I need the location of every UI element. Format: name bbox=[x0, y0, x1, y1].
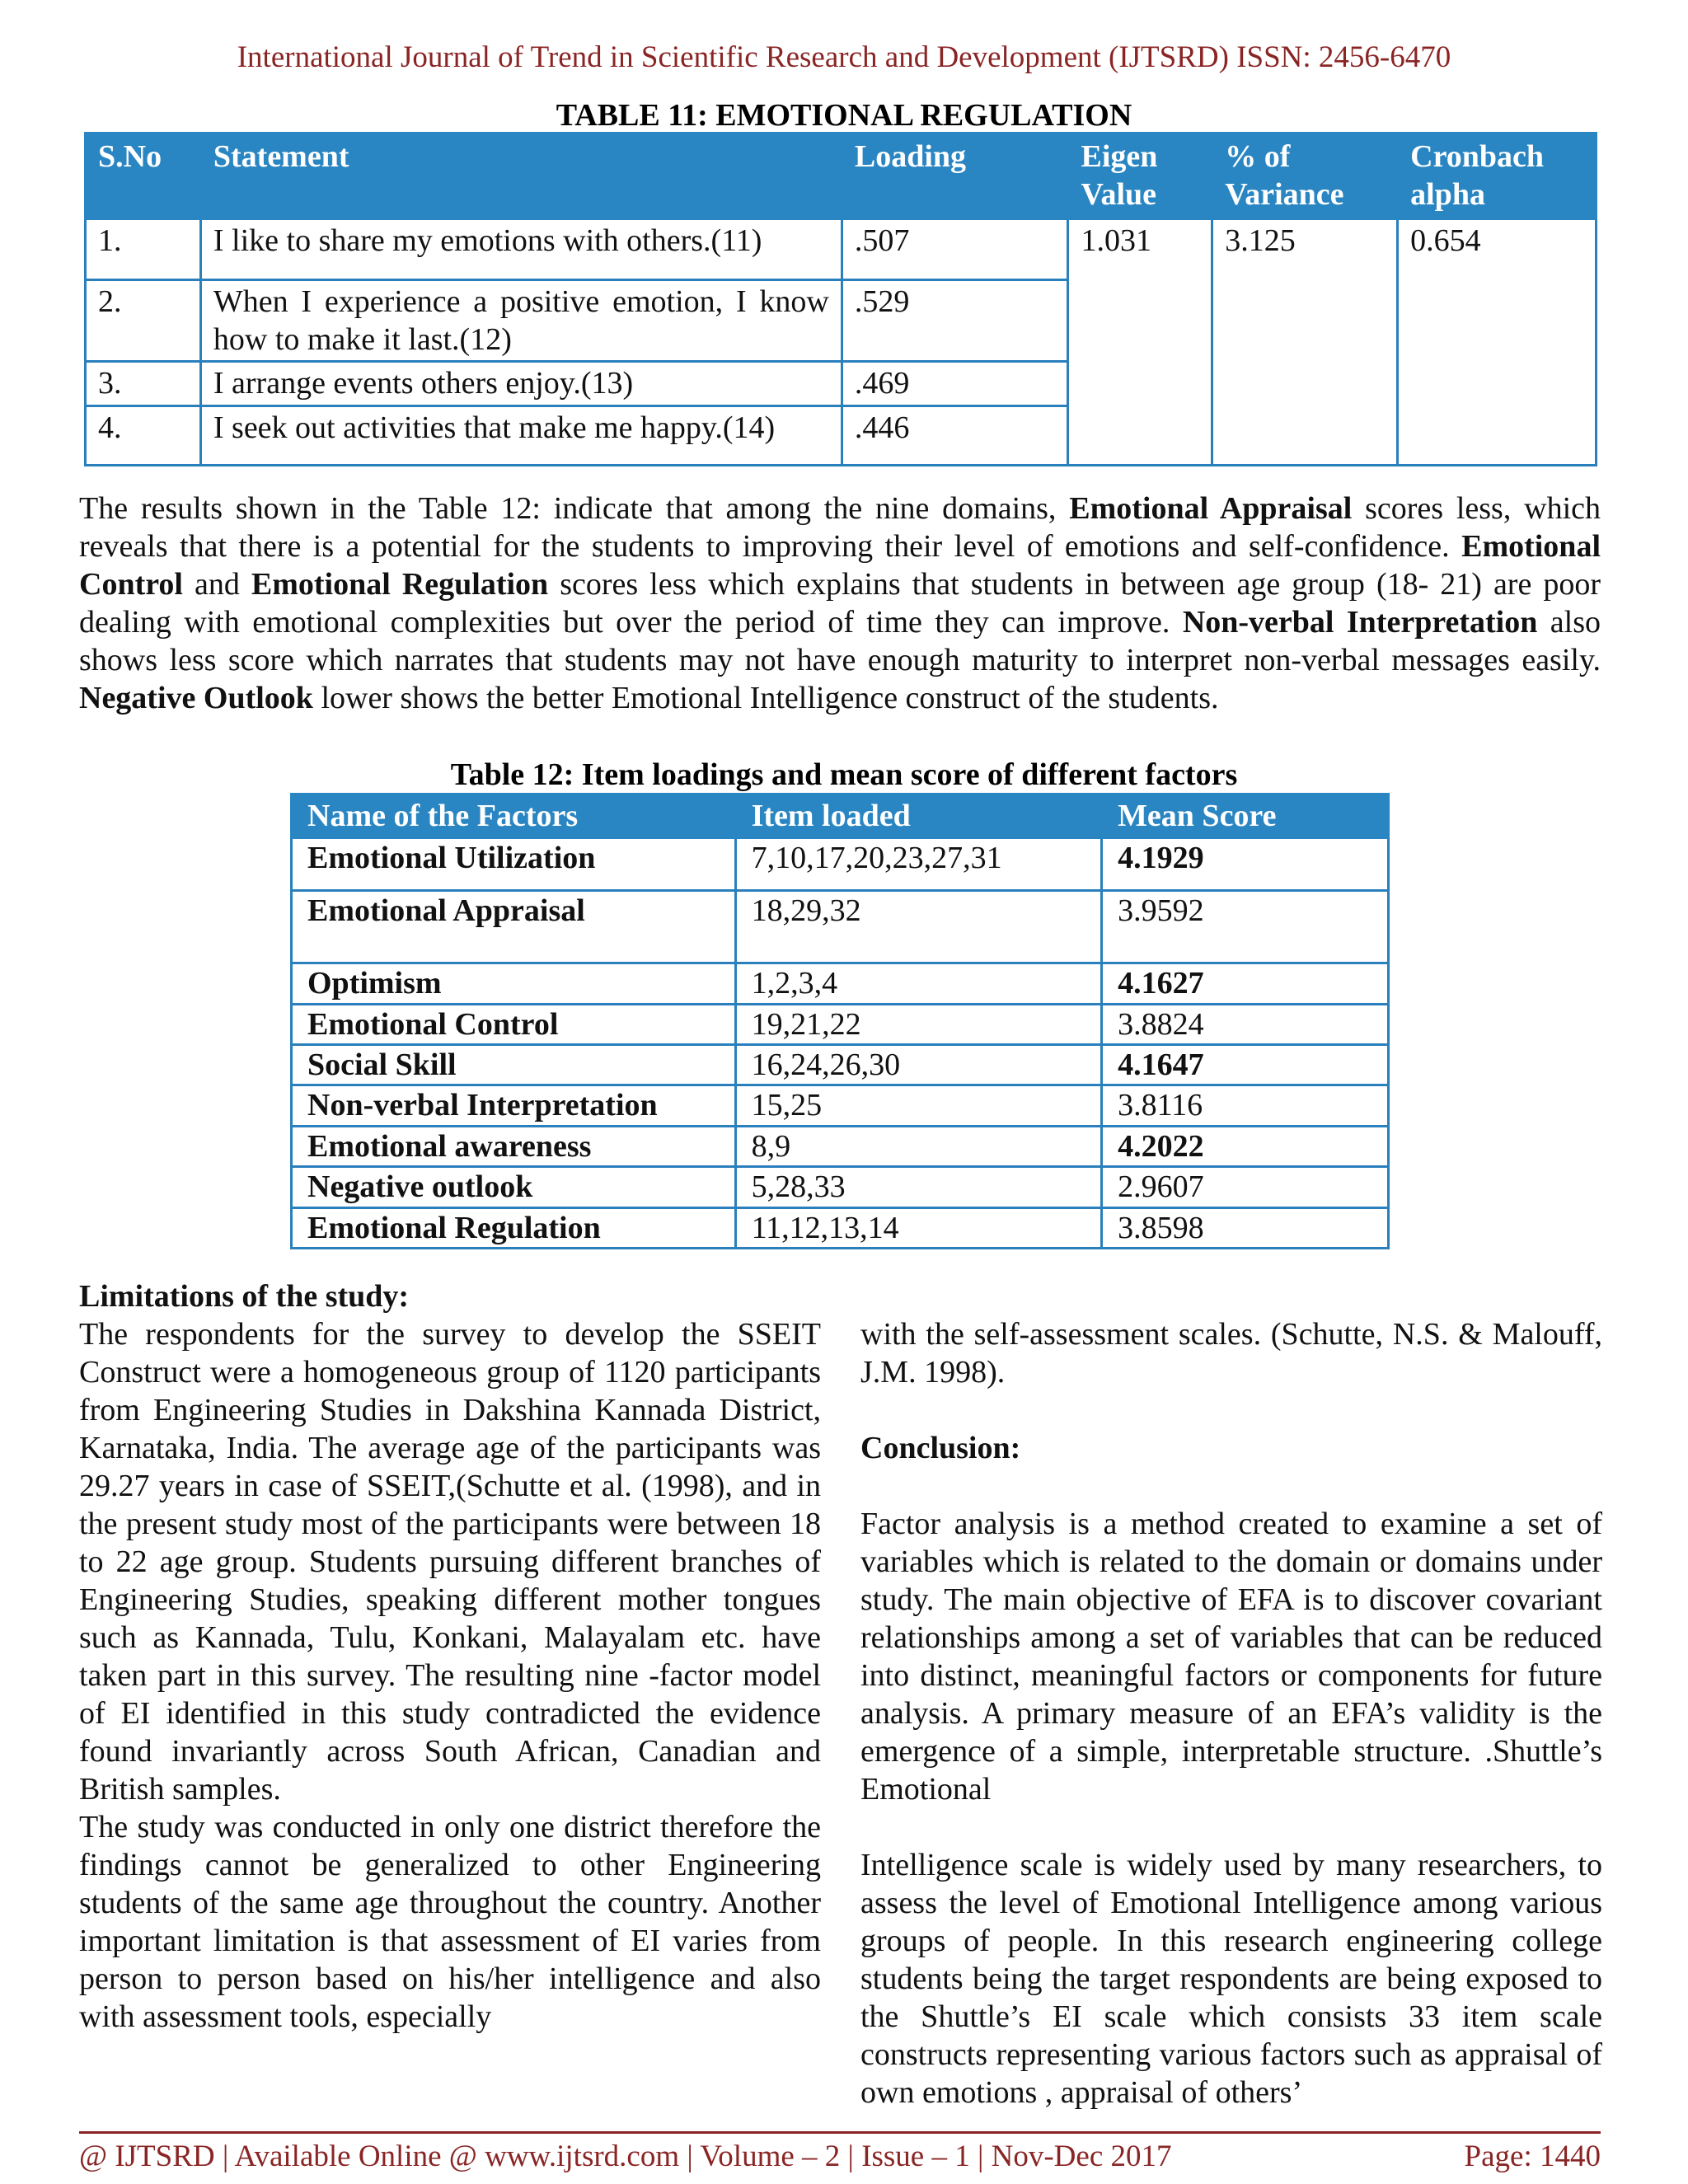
limitations-heading: Limitations of the study: bbox=[79, 1279, 410, 1314]
header-factor-name: Name of the Factors bbox=[292, 794, 736, 838]
limitations-paragraph-1: The respondents for the survey to develop the SSEIT Construct were a homogeneous group of 1120 participants from Engineering Studies in Dakshina Kannada District, Karnataka, India. The average age of the participants was 29.27 years in case of SSEIT,(Schutte et al. (1998), and in the present study most of the participants were between 18 to 22 age group. Students pursuing different branches of Engineering Studies, speaking different mother tongues such as Kannada, Tulu, Konkani, Malayalam etc. have taken part in this survey. The resulting nine -factor model of EI identified in this study contradicted the evidence found invariantly across South African, Canadian and British samples. bbox=[79, 1317, 821, 1807]
cell-factor-name: Optimism bbox=[292, 963, 736, 1004]
table-row bbox=[292, 1085, 1389, 1126]
cell-loading: .446 bbox=[842, 405, 1068, 465]
term-negative-outlook: Negative Outlook bbox=[79, 681, 313, 715]
table-row bbox=[292, 891, 1389, 963]
conclusion-paragraph-2: Intelligence scale is widely used by many researchers, to assess the level of Emotional Intelligence among various groups of people. In this research engineering college students being the target respondents are being exposed to the Shuttle’s EI scale which consists 33 item scale constructs representing various factors such as appraisal of own emotions , appraisal of others’ bbox=[860, 1848, 1602, 2110]
cell-factor-name: Emotional Control bbox=[292, 1004, 736, 1044]
cell-statement: When I experience a positive emotion, I know how to make it last.(12) bbox=[200, 279, 842, 362]
cell-factor-name: Emotional awareness bbox=[292, 1126, 736, 1166]
header-cronbach-alpha: Cronbach alpha bbox=[1398, 134, 1597, 219]
cell-sno: 3. bbox=[86, 362, 201, 405]
cell-factor-name: Emotional Regulation bbox=[292, 1207, 736, 1248]
cell-factor-name: Emotional Utilization bbox=[292, 838, 736, 891]
term-emotional-control: Emotional Control bbox=[79, 529, 1601, 602]
cell-loading: .529 bbox=[842, 279, 1068, 362]
cell-statement: I arrange events others enjoy.(13) bbox=[200, 362, 842, 405]
table-factor-loadings bbox=[290, 793, 1390, 1249]
table12-caption: Table 12: Item loadings and mean score of different factors bbox=[450, 757, 1238, 792]
cell-factor-name: Non-verbal Interpretation bbox=[292, 1085, 736, 1126]
cell-items: 18,29,32 bbox=[735, 891, 1101, 963]
cell-mean: 2.9607 bbox=[1102, 1167, 1389, 1207]
cell-statement: I seek out activities that make me happy.(14) bbox=[200, 405, 842, 465]
cell-items: 7,10,17,20,23,27,31 bbox=[735, 838, 1101, 891]
cell-sno: 4. bbox=[86, 405, 201, 465]
table11-caption: TABLE 11: EMOTIONAL REGULATION bbox=[556, 98, 1132, 133]
table-row bbox=[292, 1126, 1389, 1166]
table-row bbox=[292, 1045, 1389, 1085]
cell-loading: .469 bbox=[842, 362, 1068, 405]
conclusion-heading: Conclusion: bbox=[860, 1431, 1021, 1465]
table-row bbox=[292, 838, 1389, 891]
cell-items: 15,25 bbox=[735, 1085, 1101, 1126]
journal-header: International Journal of Trend in Scientific Research and Development (IJTSRD) ISSN: 2456-6470 bbox=[237, 40, 1451, 74]
header-sno: S.No bbox=[86, 134, 201, 219]
cell-mean: 3.8598 bbox=[1102, 1207, 1389, 1248]
cell-factor-name: Emotional Appraisal bbox=[292, 891, 736, 963]
cell-sno: 2. bbox=[86, 279, 201, 362]
table-emotional-regulation bbox=[84, 132, 1597, 466]
term-emotional-regulation: Emotional Regulation bbox=[251, 567, 549, 602]
right-column bbox=[860, 1315, 1602, 2111]
cell-mean: 4.1627 bbox=[1102, 963, 1389, 1004]
cell-mean: 4.1929 bbox=[1102, 838, 1389, 891]
page-footer bbox=[79, 2131, 1601, 2174]
term-non-verbal-interpretation: Non-verbal Interpretation bbox=[1182, 605, 1538, 640]
table-row bbox=[292, 1207, 1389, 1248]
cell-factor-name: Negative outlook bbox=[292, 1167, 736, 1207]
cell-variance: 3.125 bbox=[1212, 218, 1398, 465]
cell-mean: 4.1647 bbox=[1102, 1045, 1389, 1085]
limitations-paragraph-2: The study was conducted in only one district therefore the findings cannot be generalized to other Engineering students of the same age throughout the country. Another important limitation is that assessment of EI varies from person to person based on his/her intelligence and also with assessment tools, especially bbox=[79, 1810, 821, 2034]
cell-items: 1,2,3,4 bbox=[735, 963, 1101, 1004]
table-header-row bbox=[86, 134, 1597, 219]
table-row bbox=[86, 218, 1597, 279]
cell-mean: 3.8116 bbox=[1102, 1085, 1389, 1126]
header-eigen-value: Eigen Value bbox=[1068, 134, 1212, 219]
cell-mean: 3.9592 bbox=[1102, 891, 1389, 963]
cell-factor-name: Social Skill bbox=[292, 1045, 736, 1085]
results-paragraph: The results shown in the Table 12: indicate that among the nine domains, Emotional Appraisal scores less, which reveals that there is a potential for the students to improving their level of emotions and self-confidence. Emotional Control and Emotional Regulation scores less which explains that students in between age group (18- 21) are poor dealing with emotional complexities but over the period of time they can improve. Non-verbal Interpretation also shows less score which narrates that students may not have enough maturity to interpret non-verbal messages easily. Negative Outlook lower shows the better Emotional Intelligence construct of the students. bbox=[79, 491, 1601, 715]
table-row bbox=[292, 1004, 1389, 1044]
cell-items: 16,24,26,30 bbox=[735, 1045, 1101, 1085]
cell-cronbach-alpha: 0.654 bbox=[1398, 218, 1597, 465]
cell-loading: .507 bbox=[842, 218, 1068, 279]
cell-mean: 4.2022 bbox=[1102, 1126, 1389, 1166]
header-loading: Loading bbox=[842, 134, 1068, 219]
conclusion-paragraph-1: Factor analysis is a method created to examine a set of variables which is related to the domain or domains under study. The main objective of EFA is to discover covariant relationships among a set of variables that can be reduced into distinct, meaningful factors or components for future analysis. A primary measure of an EFA’s validity is the emergence of a simple, interpretable structure. .Shuttle’s Emotional bbox=[860, 1507, 1602, 1807]
table-row bbox=[292, 963, 1389, 1004]
header-mean-score: Mean Score bbox=[1102, 794, 1389, 838]
footer-publication-info: @ IJTSRD | Available Online @ www.ijtsrd.com | Volume – 2 | Issue – 1 | Nov-Dec 2017 bbox=[79, 2139, 1172, 2173]
cell-items: 8,9 bbox=[735, 1126, 1101, 1166]
cell-items: 5,28,33 bbox=[735, 1167, 1101, 1207]
cell-items: 19,21,22 bbox=[735, 1004, 1101, 1044]
table-row bbox=[292, 1167, 1389, 1207]
header-variance: % of Variance bbox=[1212, 134, 1398, 219]
term-emotional-appraisal: Emotional Appraisal bbox=[1069, 491, 1353, 526]
cell-statement: I like to share my emotions with others.(11) bbox=[200, 218, 842, 279]
left-column bbox=[79, 1277, 821, 2036]
header-statement: Statement bbox=[200, 134, 842, 219]
footer-page-number: Page: 1440 bbox=[1464, 2139, 1601, 2173]
cell-mean: 3.8824 bbox=[1102, 1004, 1389, 1044]
cell-sno: 1. bbox=[86, 218, 201, 279]
table-header-row bbox=[292, 794, 1389, 838]
header-item-loaded: Item loaded bbox=[735, 794, 1101, 838]
cell-eigen-value: 1.031 bbox=[1068, 218, 1212, 465]
limitations-continued: with the self-assessment scales. (Schutte, N.S. & Malouff, J.M. 1998). bbox=[860, 1317, 1602, 1390]
cell-items: 11,12,13,14 bbox=[735, 1207, 1101, 1248]
